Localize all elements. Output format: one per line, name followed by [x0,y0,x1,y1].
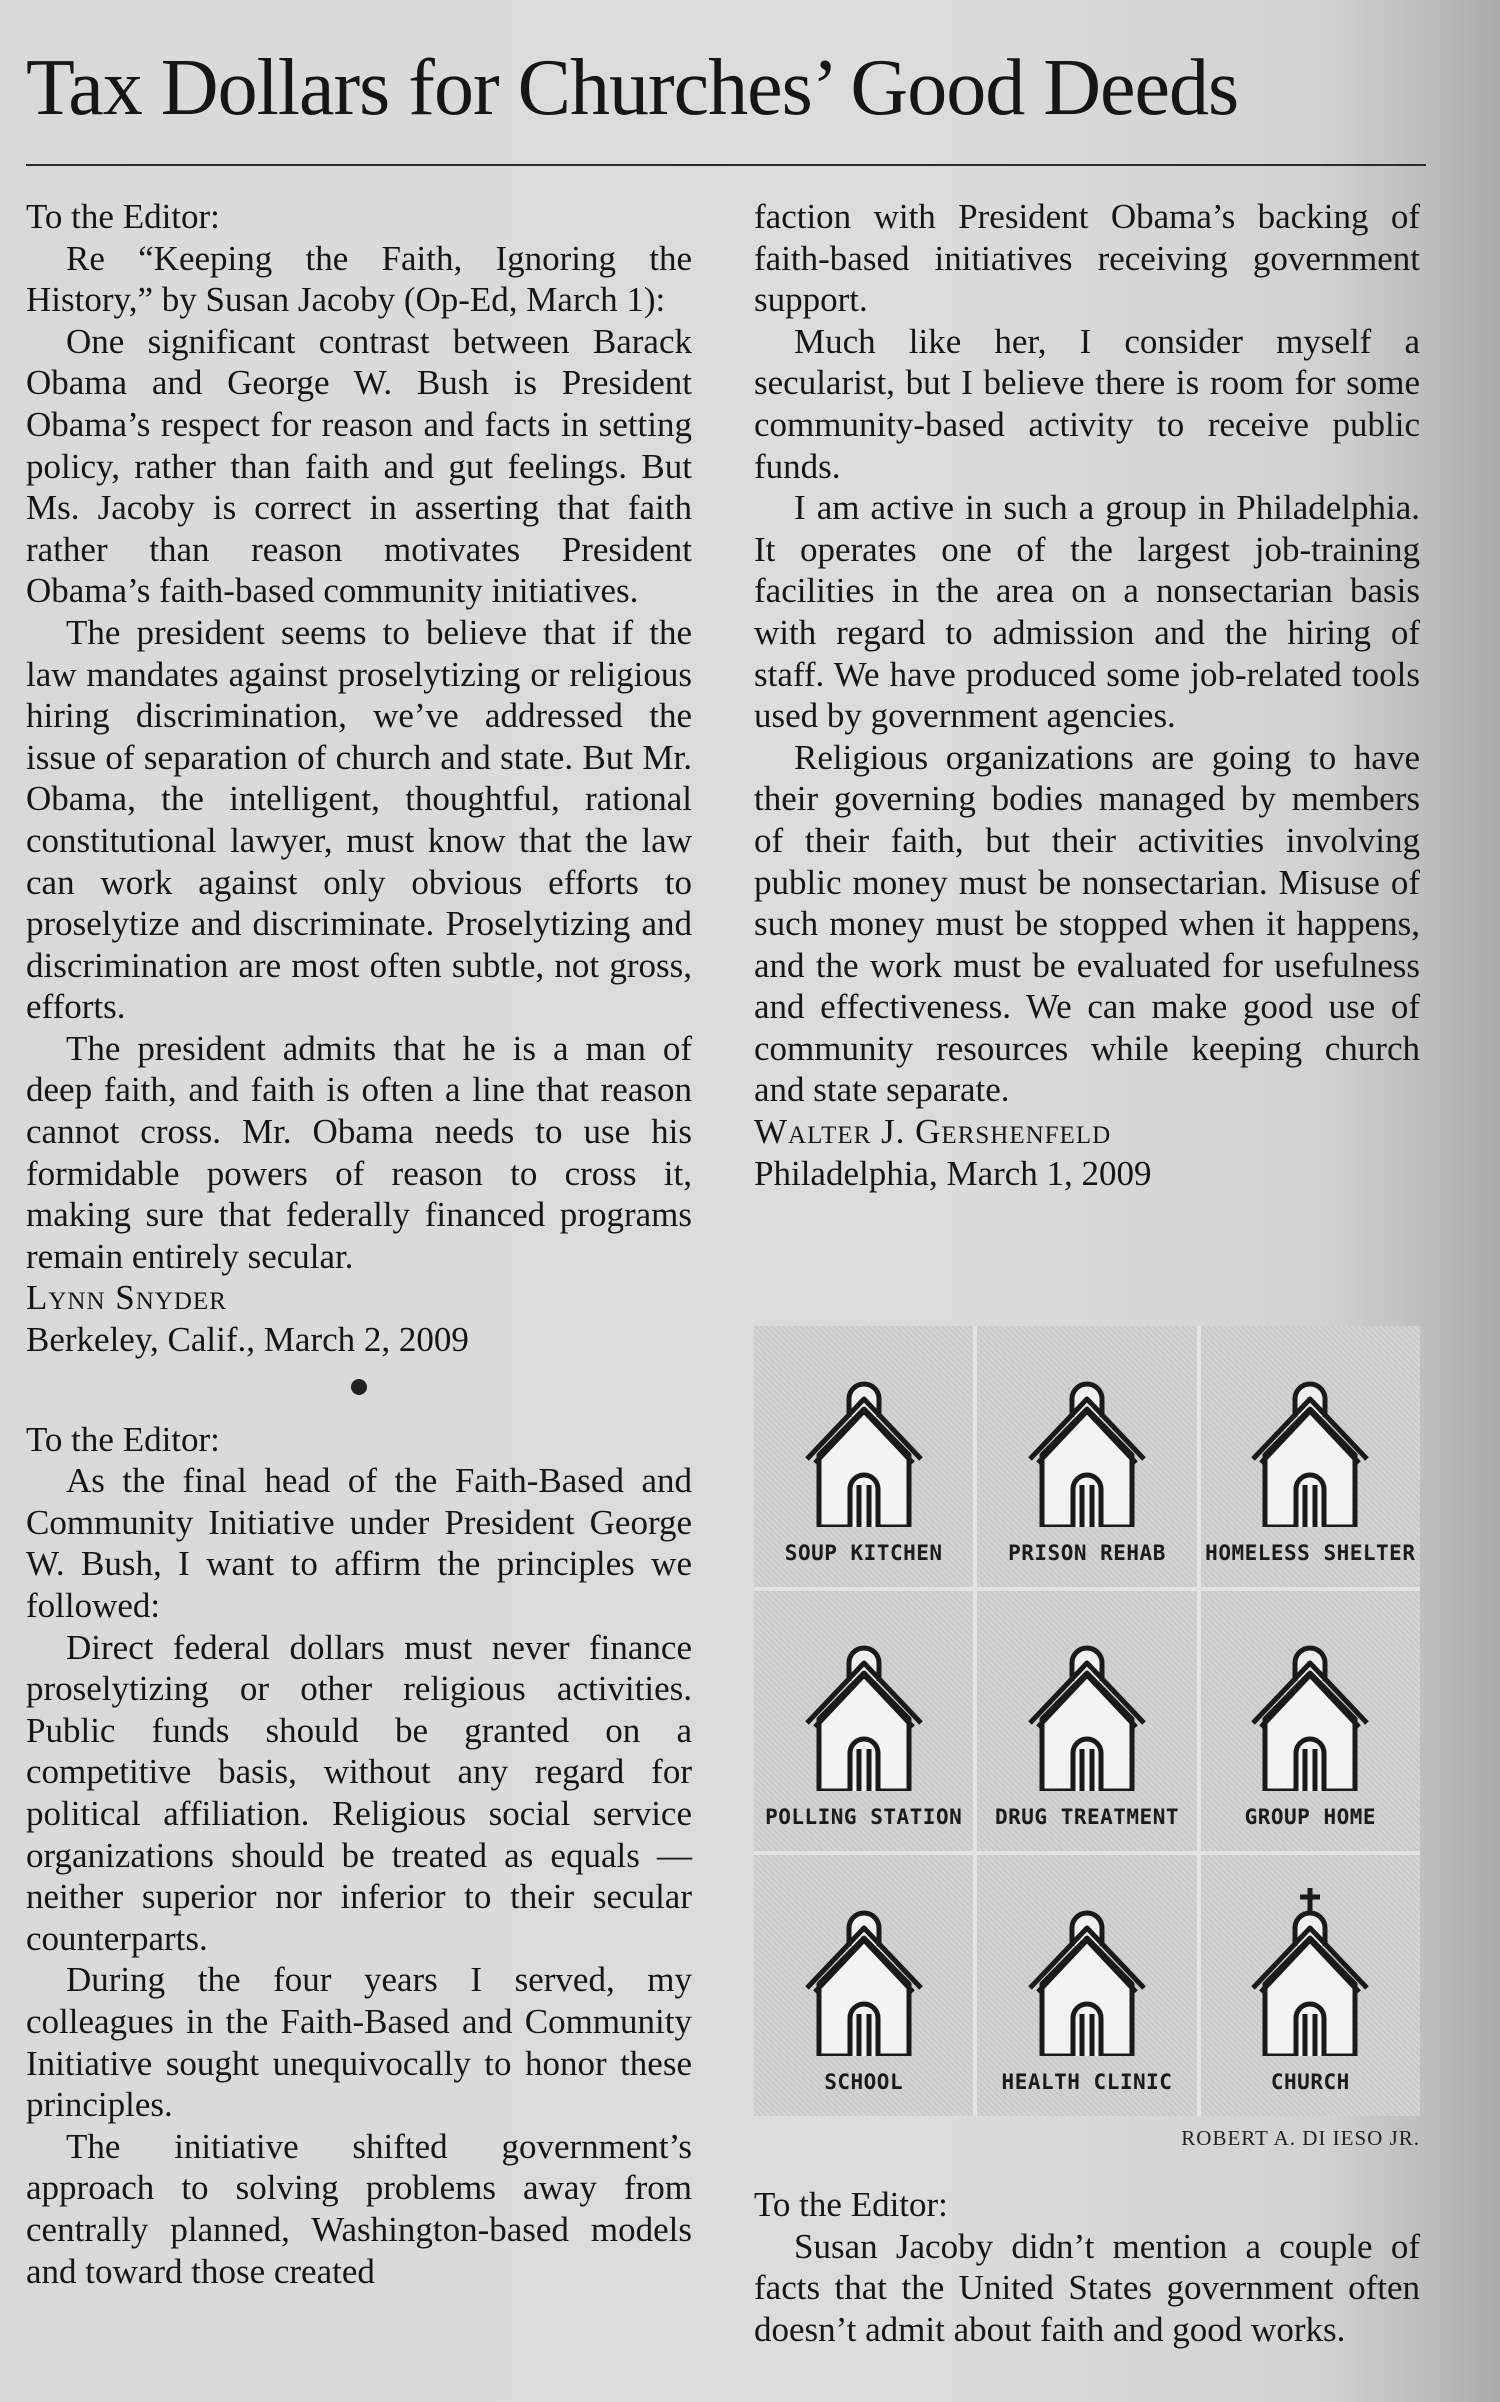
headline: Tax Dollars for Churches’ Good Deeds [26,44,1239,132]
illustration-grid [754,1326,1420,2116]
illustration-cell [754,1326,973,1587]
headline-rule [26,164,1426,166]
prison-rehab-label: PRISON REHAB [1008,1540,1166,1565]
letter1-signer [26,1277,692,1319]
illustration-cell [977,1591,1196,1852]
letter4-salutation: To the Editor: [754,2185,948,2224]
illustration-cell [977,1326,1196,1587]
church-building-icon [799,1906,929,2056]
church-building-icon [1022,1377,1152,1527]
letter2-paragraph: Direct federal dollars must never finance proselytizing or other religious activities. Public funds should be granted on a competitive basis, without any regard for political affiliation. Religious social service organizations should be treated as equals — neither superior nor inferior to their secular counterparts. [26,1627,692,1958]
letter1-place-date: Berkeley, Calif., March 2, 2009 [26,1320,469,1360]
illustration-cell [977,1855,1196,2116]
illustration-cell [1201,1855,1420,2116]
letter2-paragraph: During the four years I served, my colleagues in the Faith-Based and Community Initiative sought unequivocally to honor these principles. [26,1960,692,2125]
church-building-icon [799,1377,929,1527]
drug-treatment-label: DRUG TREATMENT [994,1805,1179,1830]
soup-kitchen-label: SOUP KITCHEN [784,1540,943,1565]
letter3-signer-name: Walter J. Gershenfeld [754,1112,1112,1152]
homeless-shelter-label: HOMELESS SHELTER [1205,1540,1416,1565]
church-building-icon [1022,1641,1152,1791]
health-clinic-label: HEALTH CLINIC [1001,2069,1173,2094]
church-with-cross-icon [1245,1886,1375,2056]
letter1-paragraph: Re “Keeping the Faith, Ignoring the History,” by Susan Jacoby (Op-Ed, March 1): [26,238,692,320]
church-building-icon [1245,1641,1375,1791]
separator-bullet-icon [351,1379,367,1395]
right-column-lower [754,2184,1420,2350]
church-label: CHURCH [1270,2069,1350,2094]
polling-station-label: POLLING STATION [765,1805,963,1830]
letter2-salutation: To the Editor: [26,1419,220,1459]
illustration-cell [754,1855,973,2116]
letter3-paragraph: Much like her, I consider myself a secularist, but I believe there is room for some community-based activity to receive public funds. [754,321,1420,486]
letter1-paragraph: One significant contrast between Barack Obama and George W. Bush is President Obama’s respect for reason and facts in setting policy, rather than faith and gut feelings. But Ms. Jacoby is correct in asserting that faith rather than reason motivates President Obama’s faith-based community initiatives. [26,321,692,611]
letter1-paragraph: The president seems to believe that if the law mandates against proselytizing or religious hiring discrimination, we’ve addressed the issue of separation of church and state. But Mr. Obama, the intelligent, thoughtful, rational constitutional lawyer, must know that the law can work against only obvious efforts to proselytize and discriminate. Proselytizing and discrimination are most often subtle, not gross, efforts. [26,612,692,1027]
right-column [754,196,1420,1194]
letter2-paragraph: As the final head of the Faith-Based and Community Initiative under President George W. Bush, I want to affirm the principles we followed: [26,1461,692,1625]
illustration-cell [1201,1591,1420,1852]
left-column [26,196,692,2292]
letter3-paragraph: Religious organizations are going to have their governing bodies managed by members of their faith, but their activities involving public money must be nonsectarian. Misuse of such money must be stopped when it happens, and the work must be evaluated for usefulness and effectiveness. We can make good use of community resources while keeping church and state separate. [754,737,1420,1110]
letter1-signer-name: Lynn Snyder [26,1278,227,1318]
illustration-credit: ROBERT A. DI IESO JR. [1181,2126,1420,2150]
illustration-cell [754,1591,973,1852]
school-label: SCHOOL [824,2069,904,2094]
church-building-icon [1022,1906,1152,2056]
letter3-signer [754,1111,1420,1153]
church-building-icon [1245,1377,1375,1527]
letter3-paragraph: I am active in such a group in Philadelphia. It operates one of the largest job-training facilities in the area on a nonsectarian basis with regard to admission and the hiring of staff. We have produced some job-related tools used by government agencies. [754,488,1420,736]
letter4-paragraph: Susan Jacoby didn’t mention a couple of facts that the United States government often doesn’t admit about faith and good works. [754,2226,1420,2349]
letter2-paragraph: The initiative shifted government’s approach to solving problems away from centrally planned, Washington-based models and toward those created [26,2126,692,2291]
group-home-label: GROUP HOME [1244,1805,1377,1830]
letter3-paragraph: faction with President Obama’s backing of faith-based initiatives receiving government support. [754,197,1420,320]
letter1-salutation: To the Editor: [26,197,220,236]
church-building-icon [799,1641,929,1791]
illustration-cell [1201,1326,1420,1587]
letter3-place-date: Philadelphia, March 1, 2009 [754,1153,1152,1193]
letter1-paragraph: The president admits that he is a man of deep faith, and faith is often a line that reason cannot cross. Mr. Obama needs to use his formidable powers of reason to cross it, making sure that federally financed programs remain entirely secular. [26,1028,692,1276]
